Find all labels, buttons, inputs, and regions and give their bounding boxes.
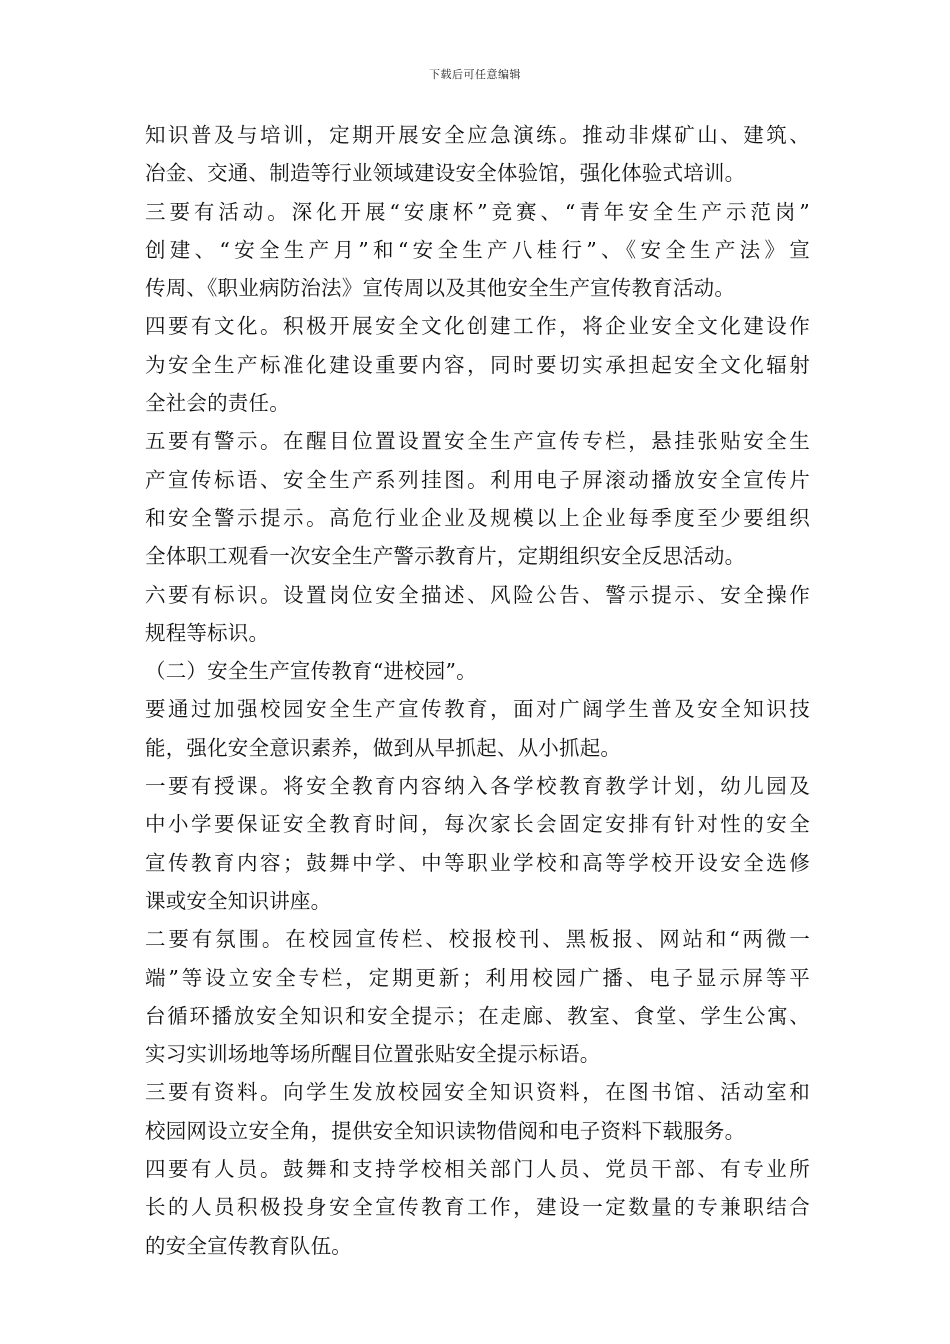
text-line: 规程等标识。 <box>145 620 270 645</box>
text-line: （二）安全生产宣传教育“进校园”。 <box>145 659 477 684</box>
text-line: 全社会的责任。 <box>145 391 290 416</box>
text-line: 和安全警示提示。高危行业企业及规模以上企业每季度至少要组织 <box>145 505 810 530</box>
text-line: 要通过加强校园安全生产宣传教育，面对广阔学生普及安全知识技 <box>145 697 810 722</box>
text-line: 端”等设立安全专栏，定期更新；利用校园广播、电子显示屏等平 <box>145 965 810 990</box>
text-line: 五要有警示。在醒目位置设置安全生产宣传专栏，悬挂张贴安全生 <box>145 429 810 454</box>
text-line: 全体职工观看一次安全生产警示教育片，定期组织安全反思活动。 <box>145 544 746 569</box>
text-line: 一要有授课。将安全教育内容纳入各学校教育教学计划，幼儿园及 <box>145 774 810 799</box>
text-line: 能，强化安全意识素养，做到从早抓起、从小抓起。 <box>145 735 622 760</box>
text-line: 三要有资料。向学生发放校园安全知识资料，在图书馆、活动室和 <box>145 1080 810 1105</box>
text-line: 知识普及与培训，定期开展安全应急演练。推动非煤矿山、建筑、 <box>145 123 810 147</box>
text-line: 传周、《职业病防治法》宣传周以及其他安全生产宣传教育活动。 <box>145 276 736 301</box>
text-line: 为安全生产标准化建设重要内容，同时要切实承担起安全文化辐射 <box>145 352 810 377</box>
document-body <box>145 116 810 1265</box>
text-line: 宣传教育内容；鼓舞中学、中等职业学校和高等学校开设安全选修 <box>145 850 810 875</box>
text-line: 长的人员积极投身安全宣传教育工作，建设一定数量的专兼职结合 <box>145 1195 810 1220</box>
text-line: 产宣传标语、安全生产系列挂图。利用电子屏滚动播放安全宣传片 <box>145 467 810 492</box>
text-line: 三要有活动。深化开展“安康杯”竞赛、“青年安全生产示范岗” <box>145 199 810 224</box>
text-line: 校园网设立安全角，提供安全知识读物借阅和电子资料下载服务。 <box>145 1118 746 1143</box>
text-line: 冶金、交通、制造等行业领域建设安全体验馆，强化体验式培训。 <box>145 161 746 186</box>
page-header: 下载后可任意编辑 <box>429 68 521 81</box>
text-line: 六要有标识。设置岗位安全描述、风险公告、警示提示、安全操作 <box>145 582 810 607</box>
text-line: 四要有人员。鼓舞和支持学校相关部门人员、党员干部、有专业所 <box>145 1157 810 1182</box>
text-line: 中小学要保证安全教育时间，每次家长会固定安排有针对性的安全 <box>145 812 810 837</box>
text-line: 实习实训场地等场所醒目位置张贴安全提示标语。 <box>145 1042 601 1067</box>
text-line: 课或安全知识讲座。 <box>145 888 332 913</box>
text-line: 的安全宣传教育队伍。 <box>145 1233 352 1258</box>
text-line: 创建、“安全生产月”和“安全生产八桂行”、《安全生产法》宣 <box>145 237 810 262</box>
text-line: 四要有文化。积极开展安全文化创建工作，将企业安全文化建设作 <box>145 314 810 339</box>
text-line: 台循环播放安全知识和安全提示；在走廊、教室、食堂、学生公寓、 <box>145 1003 810 1028</box>
text-line: 二要有氛围。在校园宣传栏、校报校刊、黑板报、网站和“两微一 <box>145 927 810 952</box>
